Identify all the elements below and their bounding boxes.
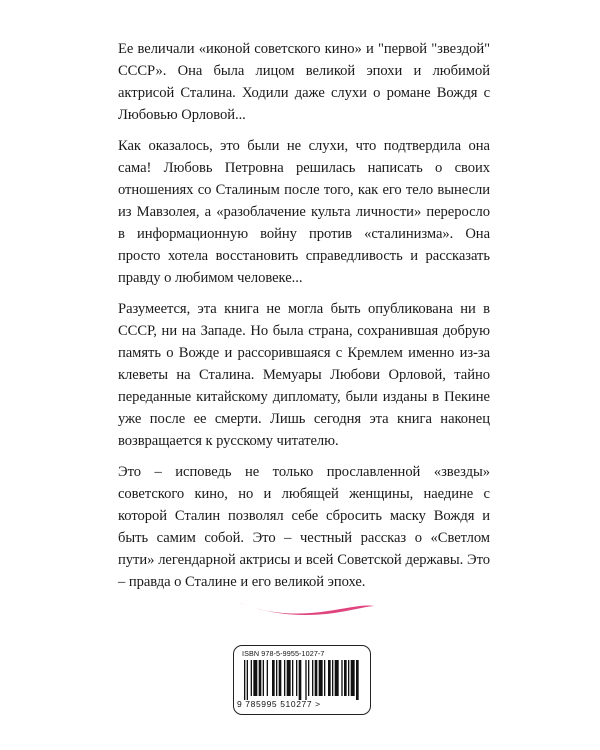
barcode-bar bbox=[284, 660, 285, 696]
barcode-bar bbox=[328, 660, 331, 696]
barcode-bar bbox=[315, 660, 318, 696]
barcode-bar bbox=[319, 660, 323, 696]
barcode-bar bbox=[263, 660, 264, 696]
isbn-barcode-box bbox=[233, 645, 371, 715]
paragraph-1: Ее величали «иконой советского кино» и "первой "звездой" СССР». Она была лицом великой эпохи и любимой актрисой Сталина. Ходили даже слухи о романе Вождя с Любовью Орловой... bbox=[118, 41, 490, 123]
barcode-bar bbox=[287, 660, 291, 696]
barcode-bar bbox=[344, 660, 347, 696]
barcode-bar bbox=[356, 660, 359, 700]
flourish-swoosh bbox=[238, 602, 374, 615]
barcode-bar bbox=[244, 660, 245, 700]
paragraph-3: Разумеется, эта книга не могла быть опубликована ни в СССР, ни на Западе. Но была страна, сохранившая добрую память о Вожде и рассорившаяся с Кремлем именно из-за клеветы на Сталина. Мемуары Любови Орловой, тайно переданные китайскому дипломату, были изданы в Пекине уже после ее смерти. Лишь сегодня эта книга наконец возвращается к русскому читателю. bbox=[118, 301, 490, 449]
barcode-bar bbox=[253, 660, 257, 696]
barcode-bar bbox=[341, 660, 342, 696]
barcode-bar bbox=[251, 660, 252, 696]
barcode-digits: 9 785995 510277 > bbox=[237, 699, 321, 709]
annotation-text bbox=[118, 38, 490, 602]
barcode-bar bbox=[247, 660, 248, 700]
barcode-bar bbox=[312, 660, 313, 696]
barcode-bar bbox=[308, 660, 309, 696]
barcode-bar bbox=[332, 660, 333, 696]
barcode-bars bbox=[244, 660, 360, 700]
barcode-bar bbox=[276, 660, 277, 696]
barcode-bar bbox=[279, 660, 282, 696]
decorative-flourish bbox=[236, 594, 376, 618]
paragraph-2: Как оказалось, это были не слухи, что подтвердила она сама! Любовь Петровна решилась написать о своих отношениях со Сталиным после того, как его тело вынесли из Мавзолея, а «разоблачение культа личности» переросло в информационную войну против «сталинизма». Она просто хотела восстановить справедливость и рассказать правду о любимом человеке... bbox=[118, 138, 490, 286]
barcode-bar bbox=[335, 660, 339, 696]
barcode-bar bbox=[272, 660, 275, 696]
barcode-bar bbox=[351, 660, 355, 696]
barcode-bar bbox=[292, 660, 293, 696]
barcode-bar bbox=[348, 660, 349, 696]
paragraph-4: Это – исповедь не только прославленной «звезды» советского кино, но и любящей женщины, наедине с которой Сталин позволял себе сбросить маску Вождя и быть самим собой. Это – честный рассказ о «Светлом пути» легендарной актрисы и всей Советской державы. Это – правда о Сталине и его великой эпохе. bbox=[118, 464, 490, 590]
barcode-bar bbox=[305, 660, 306, 700]
barcode-bar bbox=[267, 660, 268, 696]
barcode-bar bbox=[324, 660, 325, 696]
barcode-bar bbox=[259, 660, 262, 696]
isbn-label: ISBN 978-5-9955-1027-7 bbox=[242, 649, 325, 658]
barcode-bar bbox=[299, 660, 302, 700]
barcode-bar bbox=[296, 660, 297, 696]
